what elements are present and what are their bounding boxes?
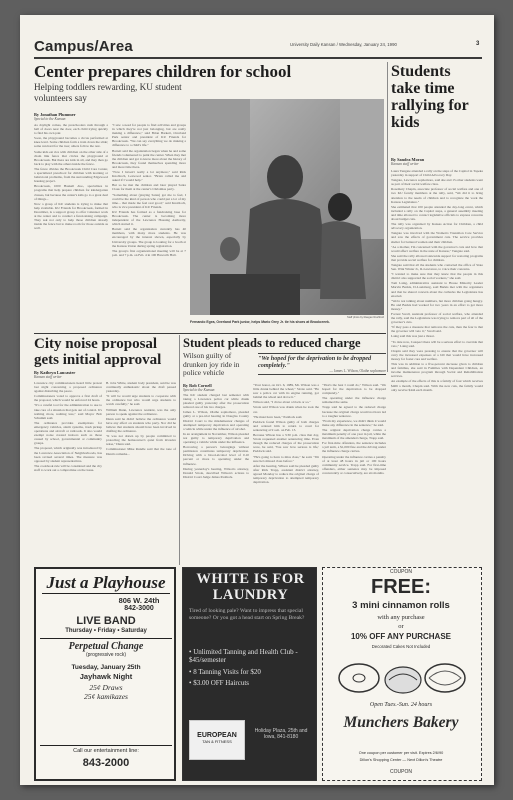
lead-paragraph: Some kids eat rice with children on the other side of a chain link fence that circles the playground at Brookcreek. But there are kids in all, and they then go back to play with the others inside the fence. (34, 149, 108, 166)
photo-image (190, 99, 384, 315)
laundry-bullet-1 (189, 648, 313, 664)
court-byline: By Rob Cornell (183, 383, 212, 388)
side-paragraph: Tungate said that all the students who contacted the office of State Sen. Wint Winter Jr., R-Lawrence, to voice their concerns. (391, 262, 483, 272)
european-logo-text: EUROPEAN (197, 732, 237, 739)
lead-paragraph: "I saw a need for people to find activities and groups in which they're not just belonging, but are really making a difference," said Brian Barkett, Overland Park senior and president of KU Friends for Brookcreek. "We can say everything we do making a difference to a child's life." (112, 123, 186, 148)
bakery-with: with any purchase (377, 614, 425, 621)
lead-body-col-1 (34, 123, 108, 315)
court-paragraph: After the hearing, Wilson said he pleaded guilty after Rick Trapp, assistant district attorney, agreed Monday to reduce the original charge of temporary deprivation to attempted temporary deprivation. (253, 463, 319, 485)
side-paragraph: Rosemary Chapin, associate professor of social welfare and one of two KU faculty members at the rally, said, "We did it to bring attention to the needs of children and to recognize the work the Kansas Legislature." (391, 187, 483, 204)
court-paragraph: "Your honor, on Oct. 6, 1989, Mr. Wilson was a little drunk behind the wheel," Strole said. "He saw a police car with its engine running, got behind the wheel and drove it." (253, 383, 319, 400)
side-paragraph: She said the rally allowed statewide support for restoring programs that provide social welfare for children. (391, 253, 483, 262)
laundry-bullet-2 (189, 668, 313, 676)
city-paragraph: William Dunn, Lawrence resident, was the only person to speak against the ordinance. (106, 407, 176, 416)
city-body-col-1 (34, 381, 102, 561)
lead-deck (34, 82, 186, 103)
lead-paragraph: KU Friends has formed as a fundraising base for Brookcreek. The center is becoming more independent of the Lawrence Housing Authority, which started it. (112, 209, 186, 227)
bullet-icon: • (189, 668, 194, 676)
playhouse-nights: Thursday • Friday • Saturday (65, 628, 147, 634)
dateline: University Daily Kansan / Wednesday, January 24, 1990 (290, 42, 397, 47)
court-paragraph: The operating under the influence charge remained the same. (322, 396, 386, 405)
photo-credit: Staff photo by Raegan Rushford (346, 316, 384, 319)
playhouse-deal-1: 25¢ Draws (89, 683, 123, 692)
laundry-bullet-text: $3.00 OFF Haircuts (193, 679, 250, 687)
city-byline: By Kathryn Lancaster (34, 370, 76, 375)
court-paragraph: "He's going to have to miss class," he said. "I'm sure he's missed class before." (253, 454, 319, 463)
european-logo-sub: TAN & FITNESS (202, 739, 232, 744)
lead-paragraph: The fence divides the Brookcreek Child Care Center, a specialized preschool for children with learning or behavioral problems, from the surrounding Edgewood housing project. (34, 166, 108, 184)
playhouse-logo: Just a Playhouse (42, 573, 170, 594)
laundry-bullet-text: 8 Tanning Visits for $20 (193, 668, 261, 676)
column-divider (387, 62, 388, 372)
coupon-label-bottom: COUPON (390, 769, 412, 775)
bakery-free: FREE: (371, 576, 431, 598)
side-paragraph: "To date now, I suspect there will be a serious effort to override that veto," Laing said. (391, 339, 483, 348)
laundry-ad[interactable] (182, 567, 317, 781)
side-paragraph: Tom Laing, administrative assistant to House Minority Leader Marvin Barkis, D-Louisburg, said Barkis met with the organizers and that he shared concern about the cutbacks the Legislature has enacted. (391, 281, 483, 298)
court-paragraph: The KU student charged last semester with taking a Lawrence police car while drunk pleaded guilty yesterday after the prosecution reduced one of his two charges. (183, 393, 249, 410)
court-byline-block (183, 383, 255, 392)
playhouse-phone: 842-3000 (124, 605, 154, 612)
playhouse-address: 806 W. 24th (118, 596, 160, 605)
side-paragraph: Chapin said they were pressing to ensure that the governor will carry the increased expenses of a bill that would have increased money for foster care and welfare. (391, 348, 483, 361)
column-divider (179, 335, 180, 565)
laundry-bullet-3 (189, 679, 313, 687)
court-paragraph: "From my experience, we didn't think it would make any difference in the sentence," he said. (322, 418, 386, 427)
court-paragraph: James L. Wilson, Olathe sophomore, pleaded guilty at a pre-trial hearing in Douglas County District Court to the misdemeanor charges of attempted temporary deprivation and operating a vehicle while under the influence of alcohol. (183, 410, 249, 431)
photo-caption: Fernando Egea, Overland Park junior, helps Mario Grey Jr. tie his shoes at Brookcreek. (190, 320, 330, 324)
city-paragraph: The proposal, which originally was introduced by the Lawrence Association of Neighborhoods, has been revised several times. The measure was opposed by student representatives. (34, 446, 102, 463)
city-paragraph: Lawrence city commissioners heard little protest last night concerning a proposed ordinance against disturbing the peace. (34, 381, 102, 394)
side-paragraph: Tungate, Lawrence sophomore, said she and 15 other students went as part of their social welfare class. (391, 178, 483, 187)
court-byline-role: Special to the Kansan (183, 388, 215, 392)
masthead-rule (34, 57, 482, 59)
playhouse-event: Jayhawk Night (79, 672, 133, 681)
lead-paragraph: "Now I haven't really a lot anymore," said Rick Knobloch, Leawood senior. "Brian called me and asked if I would help." (112, 170, 186, 183)
lead-paragraph: But so he met the children and later played Santa Claus for them at the center's Christmas party. (112, 183, 186, 192)
court-paragraph: For first-time offenders, the sentence includes a jail term, a $1,000 fine and the driving under the influence charge carries. (322, 441, 386, 454)
court-paragraph: "That's the best I could do," Wilson said. "We hoped for the deprivation to be dropped completely." (322, 383, 386, 396)
side-headline: Students take time rallying for kids (391, 63, 469, 131)
side-paragraph: Forrest Swall, assistant professor of social welfare, who attended the rally, said the Legislature was trying to remove part of all of the governor's cuts. (391, 312, 483, 325)
city-paragraph: B. Jobe White, student body president, said he was continually enthusiastic about the draft passed yesterday. (106, 381, 176, 394)
lead-paragraph: The group's first organizational meeting will be at 7 p.m. and 7 p.m. on Feb. 4 in 100 Haworth Hall. (112, 248, 186, 257)
section-rule (34, 333, 386, 334)
playhouse-promo-title: Perpetual Change (40, 638, 172, 652)
side-paragraph: "We're not talking about numbers, but more children going hungry. He and Barkis had worked for two years in an effort to get more money." (391, 298, 483, 311)
city-paragraph: "It was not drawn up by people committed to protecting the homeowner's quiet from invasive noise," Dunn said. (106, 434, 176, 447)
lead-paragraph: Barrett said the organization currently has 40 members, with many more students. He was encouraged by the interest shown, especially by University groups. The group is looking for a booth at the Kansas Union during spring registration. (112, 227, 186, 248)
court-body-col-1 (183, 393, 249, 561)
lead-paragraph: Brookcreek, 1000 Haskell Ave., specializes in programs that help prepare children for kindergarten classes, but because the center's kids go to a great deal of things... (34, 184, 108, 201)
section-title: Campus/Area (34, 38, 133, 55)
laundry-address: Holiday Plaza, 25th and Iowa, 841-8180 (254, 728, 308, 740)
lead-byline-block (34, 112, 186, 121)
side-paragraph: "I wanted to make sure that they knew that the people in this district also supported the social workers," she said. (391, 272, 483, 281)
playhouse-promo-sub: (progressive rock) (85, 652, 126, 658)
bullet-icon: • (189, 679, 194, 687)
bakery-decorated: Decorated Cakes Not Included (371, 644, 431, 649)
playhouse-call-number: 843-2000 (82, 757, 130, 769)
court-paragraph: Trapp said he agreed to the reduced charge because the original charge would not have led to a tougher sentence. (322, 405, 386, 418)
lead-headline: Center prepares children for school (34, 62, 292, 81)
city-paragraph: Commissioners voted to approve a first draft of the proposal, which would be enforced 24 hours. (34, 394, 102, 403)
lead-byline: By Jonathan Plummer (34, 112, 76, 117)
court-paragraph: Borrowing a person's belongings without permission constitutes temporary deprivation. Driving with a blood-alcohol level of 0.10 percent or more is operating under the influence. (183, 445, 249, 466)
city-paragraph: "It's a careful tool for the administration to use to take care of a situation that gets out of control. It's nothing more, nothing less," said Mayor Bob Schumm said. (34, 403, 102, 420)
bakery-name: Munchers Bakery (343, 714, 459, 731)
court-paragraph: Wilson said, "I drove about a block or so." (253, 400, 311, 405)
pull-quote-text: "We hoped for the deprivation to be dropped completely." (258, 355, 372, 369)
side-paragraph: Laura Tungate attended a rally on the steps of the Capitol in Topeka yesterday in support of Child Advocacy Day. (391, 169, 483, 178)
lead-paragraph: Now a group of KU students is trying to make that help available. KU Friends for Brookcreek, formed in December, is a support group to offer volunteer work at the center and to conduct a fund-raising campaign. They ask not only to help those children already inside the fence but to make room for those outside as well. (34, 201, 108, 231)
coupon-label-top: COUPON (390, 569, 412, 575)
pull-quote (258, 353, 386, 375)
bakery-coupon-ad[interactable] (322, 567, 482, 781)
side-paragraph: An example of the effects of this is a family of four which receives $466 a month, Chapin said. With the new cuts, the family would only receive $444 each month. (391, 379, 483, 392)
court-paragraph: "He must have been," Paddock said. (253, 414, 303, 419)
city-paragraph: "It will be would urge students to cooperate with the ordinance but who would urge students to watch carefully," he said. (106, 394, 176, 407)
pull-quote-attribution: — James L. Wilson, Olathe sophomore (329, 369, 386, 373)
court-deck: Wilson guilty of drunken joy ride in police vehicle (183, 351, 240, 377)
city-paragraph: The ordinance provides exemptions for emergency vehicles, alarm systems, trash pickup operations and aircraft or railroads. It also would exempt noise created indoors such as those caused by school, governmental or community groups. (34, 420, 102, 446)
lead-paragraph: Barrett said the organization began when he and some friends volunteered to paint the center. When they met the children and got to know more about the history of Brookcreek, they found themselves spending more and more time there. (112, 148, 186, 169)
side-paragraph: "As a mother, I'm concerned with the governor's cuts and how that would affect welfare in the state of Kansas," Tungate said. (391, 244, 483, 253)
bakery-illustration (329, 652, 477, 700)
side-paragraph: Laing said this was just a threat. (391, 334, 435, 339)
city-paragraph: Dunn said he didn't believe the ordinance would have any affect on students who party. Nor did he believe that students should have been involved in drafting the ordinance. (106, 416, 176, 434)
bullet-icon: • (189, 648, 194, 656)
court-paragraph: Because Wilson has a 3:30 p.m. class that day, Strole requested another sentencing time. Even though the reduced charges of the prosecution were, he said, 'You saw how serious is life,' Paddock said. (253, 433, 319, 454)
lead-paragraph: "Something about (playing Santa) got me to feel, I could be the kind of person who could put a lot of my time... that made me feel real good," said Knobloch, who is vice president of KU Friends. (112, 192, 186, 209)
lead-paragraph: Soon, the playground becomes a circus performed at knee level. Some children form a train down the slide; some run hard for the tree; others follow the rest. (34, 136, 108, 149)
newspaper-page (20, 15, 494, 785)
side-paragraph: The rally was organized by Kansas Action for Children, a child advocacy organization. (391, 222, 483, 231)
bakery-fine-print: One coupon per customer per visit. Expires 2/6/90 (358, 751, 444, 755)
donut-icon (329, 652, 477, 700)
side-paragraph: This was in addition to a five-percent decrease given to children and families, she said in Families with Dependent Children, an income maintenance program through Social and Rehabilitation services. (391, 362, 483, 379)
side-paragraph: "If they pass a measure that removes the cuts, then the fear is that the governor will veto it," Swall said. (391, 325, 483, 334)
playhouse-live-band: LIVE BAND (76, 615, 136, 627)
european-logo (189, 720, 245, 760)
playhouse-deal-2: 25¢ kamikazes (84, 692, 128, 701)
court-body-col-3 (322, 383, 386, 561)
laundry-copy: Tired of looking pale? Want to impress that special someone? Or you got a head start on Spring Break? (189, 608, 305, 621)
page-number: 3 (476, 41, 480, 47)
bakery-address: Dillon's Shopping Center — Next Dillon's Theatre (359, 758, 443, 762)
court-paragraph: In an arraignment in November, Wilson pleaded not guilty to temporary deprivation and operating a vehicle while under the influence. (183, 431, 249, 445)
lead-photo (190, 99, 384, 315)
court-paragraph: Strole said Wilson was drunk when he took the car. (253, 405, 319, 414)
city-byline-block (34, 370, 176, 379)
lead-deck-text: Helping toddlers rewarding, KU student volunteers say (34, 82, 182, 103)
court-headline: Student pleads to reduced charge (183, 336, 361, 350)
side-byline-block (391, 157, 483, 166)
lead-byline-role: Special to the Kansan (34, 117, 66, 121)
side-body (391, 169, 483, 591)
side-byline-role: Kansan staff writer (391, 162, 419, 166)
bakery-or: or (398, 623, 404, 630)
court-paragraph: Paddock found Wilson guilty of both charges and ordered him to return to court for sentencing at 9 a.m. on Feb. 13. (253, 419, 319, 432)
playhouse-date-line: Tuesday, January 25th (71, 664, 141, 671)
bakery-hours: Open Tues.-Sun. 24 hours (369, 702, 433, 708)
city-paragraph: The cookbook rule will be considered and the city staff to work out a compromise on the issue. (34, 463, 102, 472)
city-byline-role: Kansan staff writer (34, 375, 62, 379)
city-body-col-2 (106, 381, 176, 561)
lead-body-col-2 (112, 123, 186, 315)
court-paragraph: During yesterday's hearing, Wilson's attorney, Donald Strole, described Wilson's actions to District Court Judge James Paddock. (183, 466, 249, 479)
city-paragraph: Commissioner Mike Rundle said that the tone of Dunn's remarks... (106, 447, 176, 456)
court-body-col-2 (253, 383, 319, 561)
laundry-title: WHITE IS FOR LAUNDRY (196, 571, 305, 603)
court-paragraph: Operating under the influence carries a penalty of at least 48 hours in jail or 100 hours community service. Trapp said. For first-time offenders, either sentence may be imposed concurrently or consecutively, are six months. (322, 454, 386, 475)
laundry-bullet-text: Unlimited Tanning and Health Club - $45/semester (189, 648, 298, 664)
court-paragraph: The original deprivation charge carries a maximum penalty of one year in jail, while the maximum of the amended charge, Trapp said. (322, 427, 386, 441)
playhouse-ad[interactable] (34, 567, 176, 781)
playhouse-call-text: Call our entertainment line: (40, 745, 172, 754)
side-byline: By Sandra Moran (391, 157, 425, 162)
side-paragraph: Tungate was involved with the Women's Transition Care Service and saw the effects of government cuts. The service provides shelter for battered women and their children. (391, 231, 483, 244)
side-paragraph: She estimated that 100 people attended the day-long event, which included a rally on the Capitol steps, a general assembly meeting and time allowed to contact legislative officials to express concerns about budget cuts. (391, 204, 483, 222)
bakery-discount: 10% OFF ANY PURCHASE (350, 632, 452, 641)
bakery-offer: 3 mini cinnamon rolls (352, 600, 450, 611)
city-headline: City noise proposal gets initial approval (34, 336, 162, 368)
lead-paragraph: As daylight comes, the preschoolers rush through a hall of doors near the door, each child trying quickly to find his own pair. (34, 123, 108, 136)
